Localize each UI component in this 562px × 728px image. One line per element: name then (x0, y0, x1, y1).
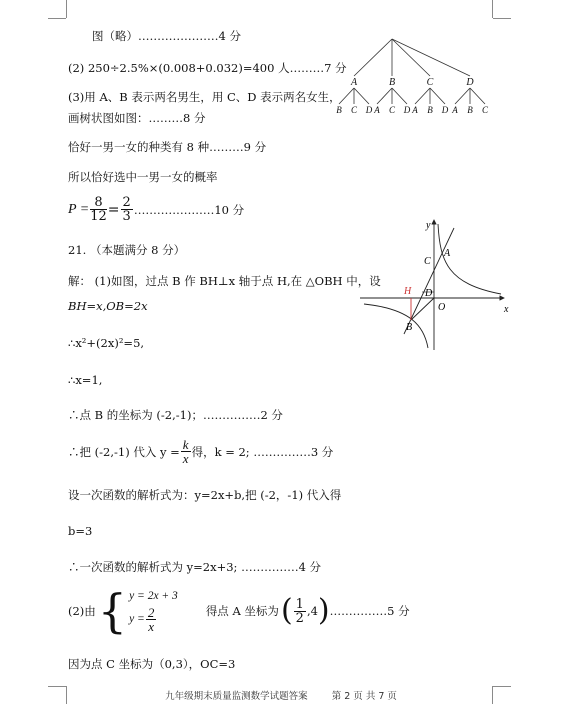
tree-node-level2: A (452, 105, 458, 115)
p-equals: = (107, 201, 120, 218)
tree-node-level1: B (388, 77, 396, 88)
solution-line-5: ∴点 B 的坐标为 (-2,-1)；……………2 分 (68, 408, 283, 422)
system-label: (2)由 (68, 604, 96, 618)
system-score: ……………5 分 (329, 604, 410, 618)
crop-mark-top-left-h (48, 18, 66, 19)
equation-1: y = 2x + 3 (129, 589, 178, 602)
solution-last-line: 因为点 C 坐标为（0,3），OC=3 (68, 657, 236, 671)
right-paren-icon: ) (317, 593, 330, 628)
tree-node-level2: D (441, 105, 449, 115)
line-part3a: (3)用 A、B 表示两名男生，用 C、D 表示两名女生， (68, 90, 341, 104)
solution-line-2: BH=x,OB=2x (68, 299, 148, 313)
tree-node-level2: B (467, 105, 473, 115)
tree-diagram (330, 36, 495, 116)
crop-mark-top-left (66, 0, 67, 18)
tree-node-level2: A (374, 105, 380, 115)
label-x-axis: x (504, 304, 509, 315)
line-count: 恰好一男一女的种类有 8 种………9 分 (68, 140, 267, 154)
fraction-k-x: $\frac{k}{x}$ (182, 437, 189, 466)
page-footer: 九年级期末质量监测数学试题答案 第 2 页 共 7 页 (165, 691, 397, 702)
line-part2: (2) 250÷2.5%×(0.008+0.032)=400 人………7 分 (68, 61, 347, 75)
fraction-2-3: $\frac{2}{3}$ (122, 195, 131, 224)
hyperbola-branch-1 (438, 224, 501, 294)
linear-function-line (404, 228, 454, 334)
tree-node-level2: D (365, 105, 373, 115)
solution-line-9: ∴一次函数的解析式为 y=2x+3; ……………4 分 (68, 560, 322, 574)
equation-system (68, 584, 410, 638)
tree-node-level2: B (427, 105, 433, 115)
tree-node-level2: A (412, 105, 418, 115)
label-o: O (438, 302, 446, 313)
crop-mark-top-right-h (493, 18, 511, 19)
system-result-text: 得点 A 坐标为 (205, 604, 279, 618)
sol6-prefix: ∴把 (-2,-1) 代入 y = (68, 444, 180, 459)
label-a: A (444, 248, 451, 259)
tree-node-level1: D (466, 77, 474, 88)
point-y: 4 (310, 604, 318, 618)
label-y-axis: y (426, 220, 431, 231)
solution-line-8: b=3 (68, 524, 93, 538)
line-probability-intro: 所以恰好选中一男一女的概率 (68, 170, 218, 184)
label-d: D (425, 288, 433, 299)
solution-line-6 (68, 438, 333, 465)
left-paren-icon: ( (280, 593, 293, 628)
equation-2: y = $\frac{2}{x}$ (129, 604, 155, 634)
solution-line-4: ∴x=1, (68, 373, 103, 387)
line-figure-note: 图（略）…………………4 分 (92, 29, 241, 43)
tree-node-level2: D (403, 105, 411, 115)
solution-line-1: 解： (1)如图，过点 B 作 BH⊥x 轴于点 H,在 △OBH 中，设 (68, 274, 381, 288)
point-separator: , (306, 604, 311, 618)
crop-mark-bottom-right-h (493, 686, 511, 687)
solution-line-7: 设一次函数的解析式为：y=2x+b,把 (-2，-1) 代入得 (68, 488, 342, 502)
p-prefix: P = (68, 201, 90, 217)
question-21-title: 21. （本题满分 8 分） (68, 243, 186, 257)
tree-node-level2: B (336, 105, 342, 115)
label-h: H (404, 286, 412, 297)
solution-line-3: ∴x²+(2x)²=5, (68, 336, 145, 350)
line-part3b: 画树状图如图：………8 分 (68, 111, 206, 125)
fraction-1-2: $\frac{1}{2}$ (295, 596, 304, 626)
segment-ob (411, 298, 434, 320)
label-c: C (424, 256, 431, 267)
probability-formula (68, 196, 244, 223)
hyperbola-branch-2 (364, 304, 428, 348)
tree-node-level1: A (350, 77, 358, 88)
coordinate-graph (356, 214, 516, 354)
fraction-8-12: $\frac{8}{12}$ (90, 195, 107, 224)
crop-mark-bottom-left-h (48, 686, 66, 687)
tree-node-level1: C (426, 77, 434, 88)
label-b: B (406, 322, 413, 333)
tree-node-level2: C (481, 105, 489, 115)
tree-node-level2: C (388, 105, 396, 115)
crop-mark-top-right (492, 0, 493, 18)
system-equations (129, 590, 178, 633)
p-score: …………………10 分 (133, 202, 245, 217)
tree-node-level2: C (350, 105, 358, 115)
left-brace-icon: { (97, 584, 128, 638)
sol6-suffix: 得，k = 2; ……………3 分 (191, 444, 334, 459)
